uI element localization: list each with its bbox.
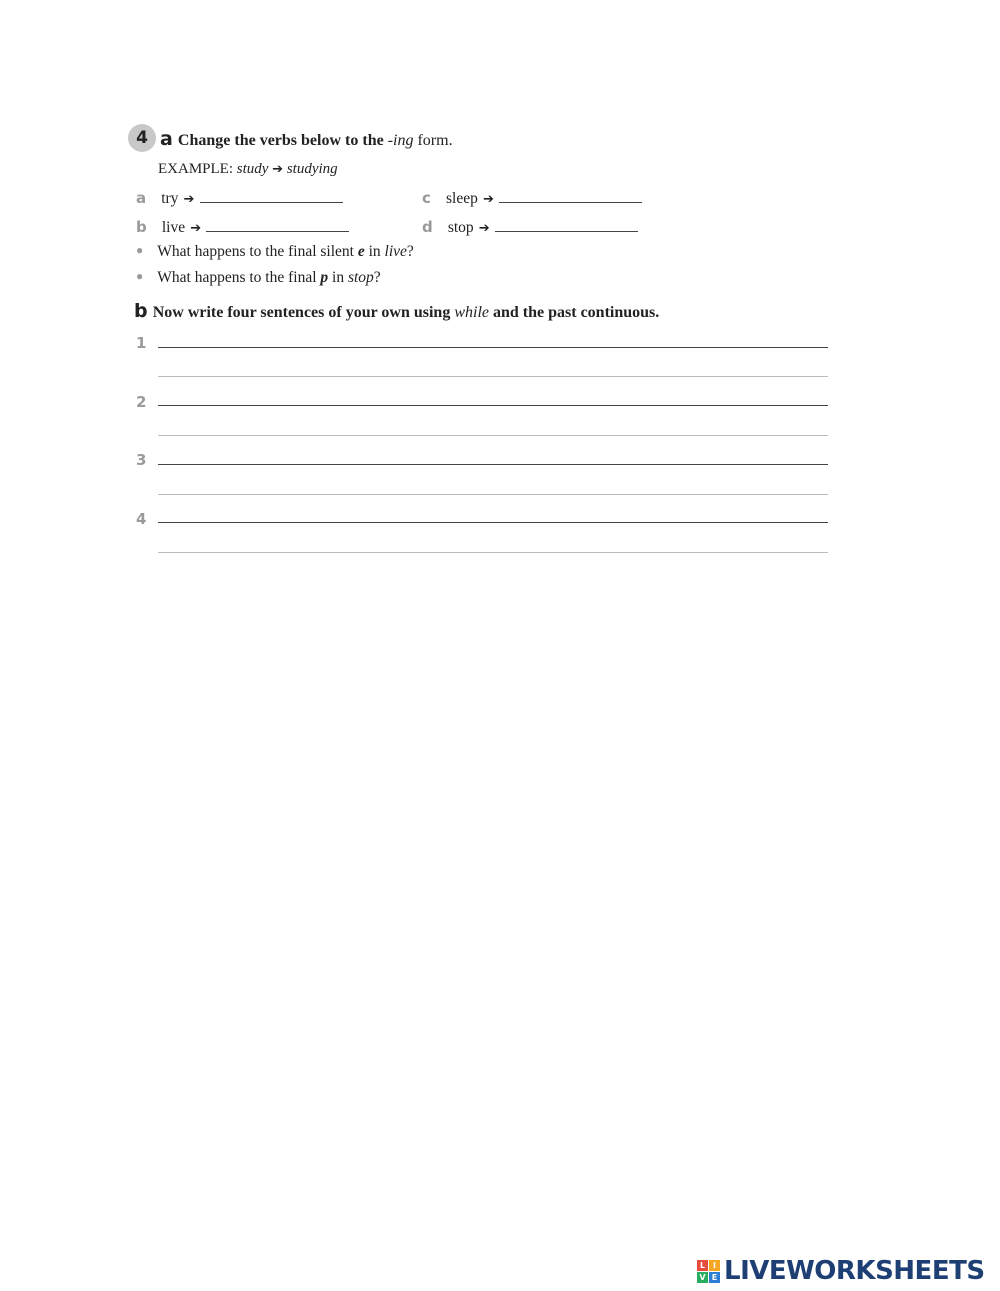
item-letter: d — [422, 218, 433, 236]
instruction-em: while — [454, 304, 489, 321]
item-word: live — [161, 219, 186, 236]
logo-letter: L — [697, 1260, 708, 1271]
bullet-icon: ● — [136, 243, 144, 257]
line-number-2: 2 — [136, 393, 147, 411]
line-number-1: 1 — [136, 334, 147, 352]
line-number-3: 3 — [136, 451, 147, 469]
answer-blank-a[interactable] — [200, 188, 343, 203]
answer-blank-d[interactable] — [495, 217, 638, 232]
example-to: studying — [286, 161, 338, 177]
bullet-text: What happens to the final — [157, 269, 321, 286]
writing-line-2a[interactable] — [158, 405, 828, 406]
item-word: stop — [447, 219, 474, 236]
item-b — [136, 217, 349, 237]
part-b-heading — [134, 300, 659, 322]
arrow-icon: ➔ — [183, 192, 195, 207]
item-word: try — [161, 190, 179, 207]
liveworksheets-logo — [697, 1256, 985, 1286]
bullet-text: ? — [373, 269, 381, 286]
answer-blank-b[interactable] — [206, 217, 349, 232]
bullet-icon: ● — [136, 269, 144, 283]
bullet-word: stop — [347, 269, 374, 286]
writing-line-1b[interactable] — [158, 376, 828, 377]
part-a-heading — [160, 128, 453, 150]
arrow-icon: ➔ — [272, 162, 284, 177]
part-a-letter: a — [160, 128, 173, 150]
bullet-question-1 — [136, 243, 414, 261]
item-letter: c — [422, 189, 431, 207]
bullet-word: live — [384, 243, 407, 260]
item-d — [422, 217, 638, 237]
line-number-4: 4 — [136, 510, 147, 528]
example-label: EXAMPLE: — [158, 161, 237, 177]
part-a-instruction — [178, 132, 453, 149]
logo-letter: E — [709, 1272, 720, 1283]
logo-letter: I — [709, 1260, 720, 1271]
instruction-text: Change the verbs below to the — [177, 132, 388, 149]
writing-line-4a[interactable] — [158, 522, 828, 523]
instruction-post: and the past continuous. — [489, 304, 660, 321]
logo-text: LIVEWORKSHEETS — [724, 1256, 985, 1286]
bullet-em: p — [320, 269, 329, 286]
part-b-instruction — [153, 304, 660, 321]
instruction-ing: -ing — [387, 132, 414, 149]
arrow-icon: ➔ — [190, 221, 202, 236]
example-line — [158, 161, 338, 178]
writing-line-1a[interactable] — [158, 347, 828, 348]
writing-line-4b[interactable] — [158, 552, 828, 553]
instruction-text: Now write four sentences of your own using — [152, 304, 455, 321]
arrow-icon: ➔ — [482, 192, 494, 207]
writing-line-3a[interactable] — [158, 464, 828, 465]
bullet-text: in — [364, 243, 385, 260]
item-letter: b — [136, 218, 147, 236]
answer-blank-c[interactable] — [499, 188, 642, 203]
part-b-letter: b — [134, 300, 148, 322]
item-a — [136, 188, 343, 208]
writing-line-2b[interactable] — [158, 435, 828, 436]
logo-letter: V — [697, 1272, 708, 1283]
item-c — [422, 188, 642, 208]
item-letter: a — [136, 189, 147, 207]
example-from: study — [236, 161, 269, 177]
bullet-question-2 — [136, 269, 381, 287]
item-word: sleep — [446, 190, 478, 207]
bullet-text: ? — [406, 243, 414, 260]
instruction-post: form. — [413, 132, 453, 149]
bullet-text: in — [328, 269, 348, 286]
bullet-text: What happens to the final silent — [157, 243, 358, 260]
writing-line-3b[interactable] — [158, 494, 828, 495]
arrow-icon: ➔ — [478, 221, 490, 236]
bullet-em: e — [357, 243, 365, 260]
logo-icon — [697, 1260, 720, 1283]
exercise-number: 4 — [128, 124, 156, 152]
